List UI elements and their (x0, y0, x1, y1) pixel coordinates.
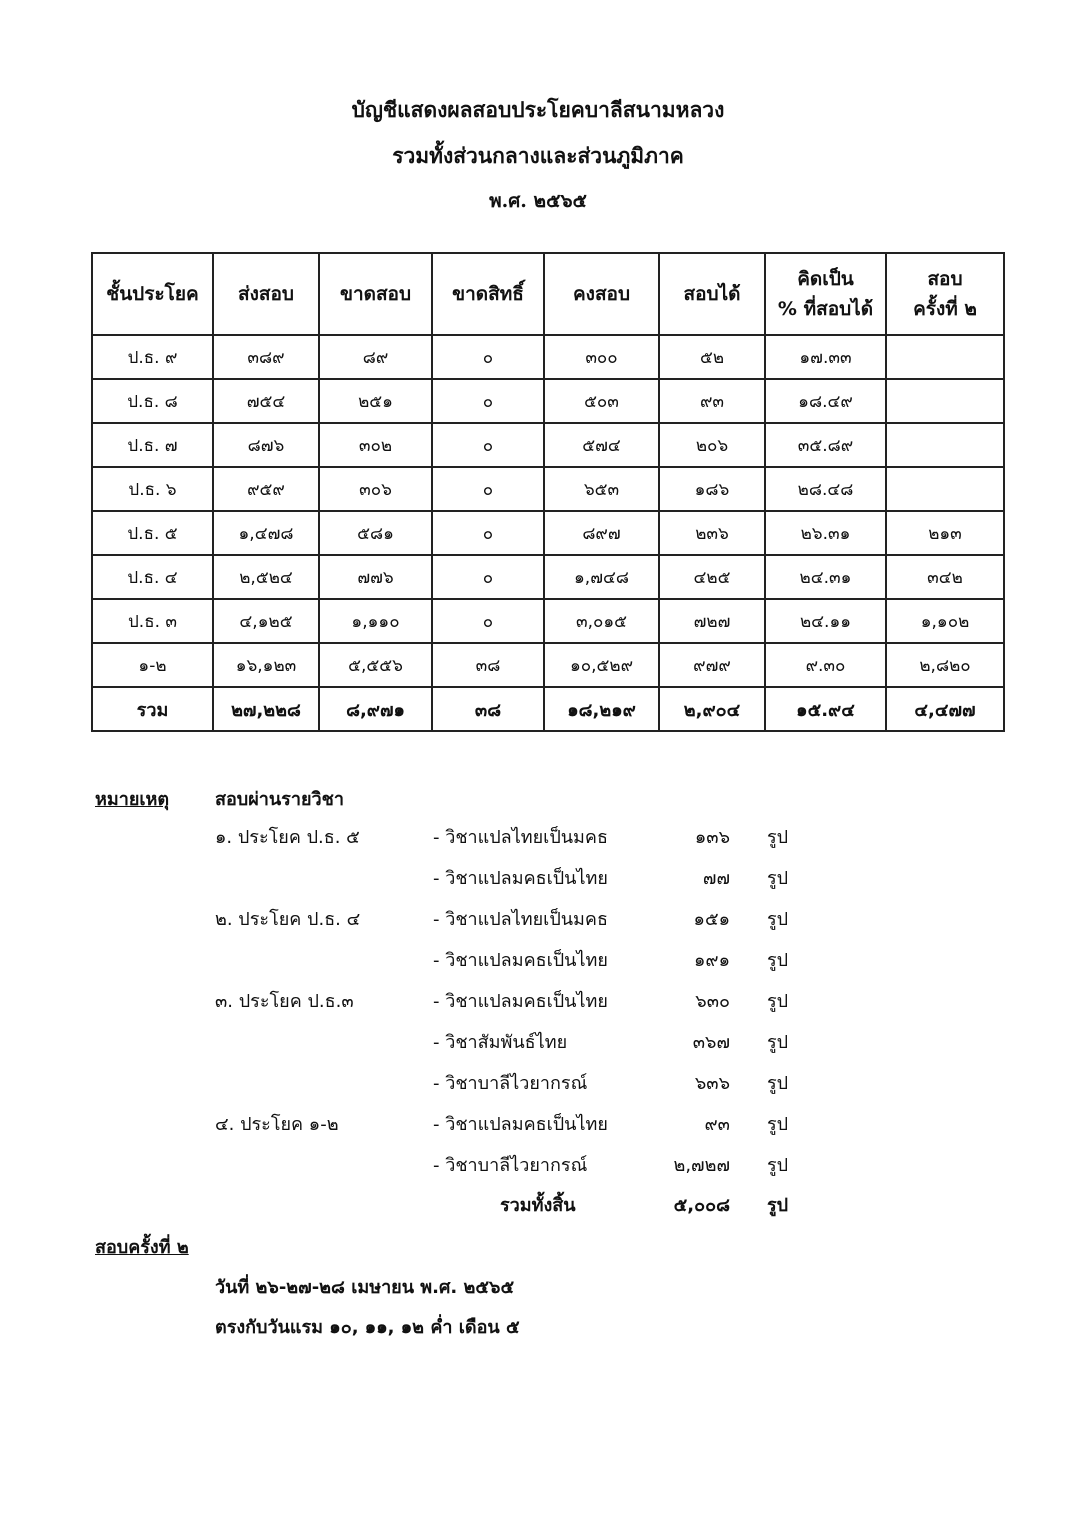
notes-subject: - วิชาแปลมคธเป็นไทย (433, 950, 608, 971)
table-cell: ๒๔.๓๑ (765, 555, 886, 599)
notes-group-label: ๒. ประโยค ป.ธ. ๔ (215, 909, 361, 930)
table-row (92, 423, 1004, 467)
table-cell: ๓๐๖ (319, 467, 432, 511)
table-cell: ๒,๘๒๐ (886, 643, 1004, 687)
table-cell (886, 335, 1004, 379)
notes-subject: - วิชาบาลีไวยากรณ์ (433, 1073, 588, 1094)
table-cell: ๕๗๔ (544, 423, 659, 467)
table-cell: ป.ธ. ๕ (92, 511, 213, 555)
notes-total-unit: รูป (767, 1195, 789, 1216)
notes-unit: รูป (767, 1114, 789, 1135)
table-cell: ๒๖.๓๑ (765, 511, 886, 555)
notes-total-count: ๕,๐๐๘ (673, 1195, 730, 1216)
table-cell (886, 379, 1004, 423)
table-cell: ๗๕๔ (213, 379, 319, 423)
table-cell: ๓,๐๑๕ (544, 599, 659, 643)
table-cell: ๐ (432, 511, 544, 555)
document-subtitle: รวมทั้งส่วนกลางและส่วนภูมิภาค (392, 143, 684, 168)
column-header: คงสอบ (544, 253, 659, 335)
notes-subject: - วิชาแปลไทยเป็นมคธ (433, 909, 608, 930)
notes-count: ๗๗ (702, 868, 730, 889)
table-cell: ๐ (432, 467, 544, 511)
table-cell (886, 467, 1004, 511)
table-cell: ๑๐,๕๒๙ (544, 643, 659, 687)
table-row (92, 511, 1004, 555)
table-cell: ๕๒ (659, 335, 765, 379)
table-cell: ๑๖,๑๒๓ (213, 643, 319, 687)
table-body (92, 335, 1004, 731)
notes-subject: - วิชาแปลมคธเป็นไทย (433, 1114, 608, 1135)
table-total-cell: ๘,๙๗๑ (319, 687, 432, 731)
table-row (92, 467, 1004, 511)
table-cell: ๒,๕๒๔ (213, 555, 319, 599)
notes-unit: รูป (767, 1073, 789, 1094)
table-total-cell: ๑๕.๙๔ (765, 687, 886, 731)
notes-group-label: ๑. ประโยค ป.ธ. ๕ (215, 827, 360, 848)
table-total-cell: ๓๘ (432, 687, 544, 731)
table-row (92, 379, 1004, 423)
table-cell: ๗๗๖ (319, 555, 432, 599)
table-cell: ๗๒๗ (659, 599, 765, 643)
column-header: สอบได้ (659, 253, 765, 335)
table-cell: ๑,๑๑๐ (319, 599, 432, 643)
notes-unit: รูป (767, 868, 789, 889)
table-cell: ๒๑๓ (886, 511, 1004, 555)
table-cell: ๒๔.๑๑ (765, 599, 886, 643)
column-header: คิดเป็น % ที่สอบได้ (765, 253, 886, 335)
table-cell: ๓๘ (432, 643, 544, 687)
table-cell: ๘๗๖ (213, 423, 319, 467)
notes-count: ๙๓ (704, 1114, 730, 1135)
table-total-cell: ๒๗,๒๒๘ (213, 687, 319, 731)
notes-count: ๖๓๖ (694, 1073, 730, 1094)
notes-unit: รูป (767, 909, 789, 930)
table-cell: ๓๐๒ (319, 423, 432, 467)
table-cell: ๙๕๙ (213, 467, 319, 511)
notes-count: ๑๙๑ (693, 950, 730, 971)
notes-count: ๖๓๐ (695, 991, 730, 1012)
notes-unit: รูป (767, 991, 789, 1012)
table-cell: ๘๙๗ (544, 511, 659, 555)
table-cell: ๐ (432, 335, 544, 379)
table-header-row (92, 253, 1004, 335)
column-header: ส่งสอบ (213, 253, 319, 335)
document-title: บัญชีแสดงผลสอบประโยคบาลีสนามหลวง (351, 97, 725, 122)
second-round-lunar-date: ตรงกับวันแรม ๑๐, ๑๑, ๑๒ ค่ำ เดือน ๕ (215, 1317, 520, 1338)
table-cell: ๑๘๖ (659, 467, 765, 511)
table-cell: ๑๗.๓๓ (765, 335, 886, 379)
notes-subject: - วิชาแปลไทยเป็นมคธ (433, 827, 608, 848)
notes-total-label: รวมทั้งสิ้น (500, 1195, 576, 1216)
table-cell: ๑,๗๔๘ (544, 555, 659, 599)
notes-group-label: ๔. ประโยค ๑-๒ (215, 1114, 339, 1135)
table-cell: ๑,๔๗๘ (213, 511, 319, 555)
column-header: ชั้นประโยค (92, 253, 213, 335)
table-cell: ๑,๑๐๒ (886, 599, 1004, 643)
column-header: ขาดสิทธิ์ (432, 253, 544, 335)
notes-unit: รูป (767, 1032, 789, 1053)
table-total-cell: ๒,๙๐๔ (659, 687, 765, 731)
table-row (92, 335, 1004, 379)
notes-count: ๒,๗๒๗ (673, 1155, 730, 1176)
table-cell: ๓๐๐ (544, 335, 659, 379)
notes-unit: รูป (767, 827, 789, 848)
table-cell: ป.ธ. ๓ (92, 599, 213, 643)
notes-subject: - วิชาแปลมคธเป็นไทย (433, 868, 608, 889)
table-cell (886, 423, 1004, 467)
table-cell: ป.ธ. ๗ (92, 423, 213, 467)
table-total-cell: ๔,๔๗๗ (886, 687, 1004, 731)
notes-count: ๑๓๖ (694, 827, 730, 848)
notes-unit: รูป (767, 950, 789, 971)
table-total-cell: รวม (92, 687, 213, 731)
notes-count: ๑๕๑ (693, 909, 730, 930)
notes-subject: - วิชาบาลีไวยากรณ์ (433, 1155, 588, 1176)
notes-title: สอบผ่านรายวิชา (215, 789, 344, 810)
table-cell: ๙๗๙ (659, 643, 765, 687)
table-cell: ๐ (432, 423, 544, 467)
table-cell: ป.ธ. ๔ (92, 555, 213, 599)
notes-subject: - วิชาสัมพันธ์ไทย (433, 1032, 568, 1053)
document-year: พ.ศ. ๒๕๖๕ (489, 190, 587, 212)
column-header: สอบ ครั้งที่ ๒ (886, 253, 1004, 335)
table-cell: ๓๔๒ (886, 555, 1004, 599)
table-cell: ๕,๕๕๖ (319, 643, 432, 687)
table-cell: ๕๘๑ (319, 511, 432, 555)
table-cell: ๒๘.๔๘ (765, 467, 886, 511)
table-cell: ๖๕๓ (544, 467, 659, 511)
table-row (92, 643, 1004, 687)
second-round-heading: สอบครั้งที่ ๒ (95, 1237, 189, 1258)
table-cell: ๒๕๑ (319, 379, 432, 423)
table-cell: ป.ธ. ๖ (92, 467, 213, 511)
table-cell: ๕๐๓ (544, 379, 659, 423)
table-cell: ๓๕.๘๙ (765, 423, 886, 467)
notes-count: ๓๖๗ (692, 1032, 730, 1053)
table-cell: ๑-๒ (92, 643, 213, 687)
table-row (92, 555, 1004, 599)
table-cell: ๐ (432, 379, 544, 423)
table-total-cell: ๑๘,๒๑๙ (544, 687, 659, 731)
table-cell: ๔,๑๒๕ (213, 599, 319, 643)
table-cell: ป.ธ. ๘ (92, 379, 213, 423)
notes-heading: หมายเหตุ (95, 789, 170, 810)
notes-unit: รูป (767, 1155, 789, 1176)
notes-subject: - วิชาแปลมคธเป็นไทย (433, 991, 608, 1012)
table-cell: ๔๒๕ (659, 555, 765, 599)
table-total-row (92, 687, 1004, 731)
table-cell: ๐ (432, 599, 544, 643)
table-cell: ๒๐๖ (659, 423, 765, 467)
table-cell: ป.ธ. ๙ (92, 335, 213, 379)
table-cell: ๒๓๖ (659, 511, 765, 555)
table-cell: ๑๘.๔๙ (765, 379, 886, 423)
results-table (91, 252, 1005, 732)
notes-group-label: ๓. ประโยค ป.ธ.๓ (215, 991, 354, 1012)
table-cell: ๘๙ (319, 335, 432, 379)
table-cell: ๐ (432, 555, 544, 599)
table-cell: ๓๘๙ (213, 335, 319, 379)
column-header: ขาดสอบ (319, 253, 432, 335)
table-cell: ๙๓ (659, 379, 765, 423)
table-cell: ๙.๓๐ (765, 643, 886, 687)
second-round-date: วันที่ ๒๖-๒๗-๒๘ เมษายน พ.ศ. ๒๕๖๕ (215, 1277, 515, 1298)
table-row (92, 599, 1004, 643)
